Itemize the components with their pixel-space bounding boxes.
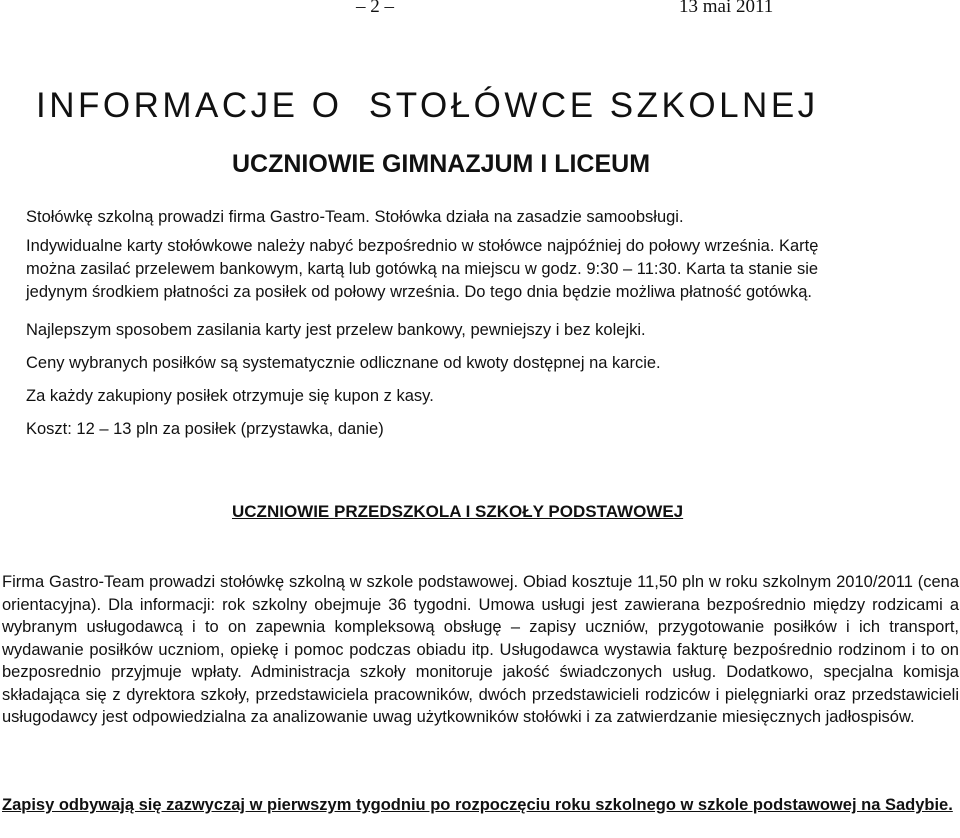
enrollment-note: Zapisy odbywają się zazwyczaj w pierwszym tygodniu po rozpoczęciu roku szkolnego w szkole podstawowej na Sadybie. (2, 796, 953, 814)
header-date: 13 mai 2011 (679, 0, 774, 17)
text-line: Koszt: 12 – 13 pln za posiłek (przystawka, danie) (26, 420, 384, 438)
text-line: jedynym środkiem płatności za posiłek od połowy września. Do tego dnia będzie możliwa płatność gotówką. (26, 283, 812, 301)
text-line: Indywidualne karty stołówkowe należy nabyć bezpośrednio w stołówce najpóźniej do połowy września. Kartę (26, 237, 819, 255)
text-line: można zasilać przelewem bankowym, kartą lub gotówką na miejscu w godz. 9:30 – 11:30. Karta ta stanie sie (26, 260, 819, 278)
section-podstawowa-paragraph: Firma Gastro-Team prowadzi stołówkę szkolną w szkole podstawowej. Obiad kosztuje 11,50 pln w roku szkolnym 2010/2011 (cena orientacyjna). Dla informacji: rok szkolny obejmuje 36 tygodni. Umowa usługi jest zawierana bezpośrednio między rodzicami a wybranym usługodawcą i to on zapewnia kompleksową obsługę – zapisy uczniów, przygotowanie posiłków i ich transport, wydawanie posiłków uczniom, opiekę i pomoc podczas obiadu itp. Usługodawca wystawia fakturę bezpośrednio rodzinom i to on bezposrednio przyjmuje wpłaty. Administracja szkoły monitoruje jakość świadczonych usług. Dodatkowo, specjalna komisja składająca się z dyrektora szkoły, przedstawiciela pracowników, dwóch przedstawicieli rodziców i pielęgniarki oraz przedstawicieli usługodawcy jest odpowiedzialna za analizowanie uwag użytkowników stołówki i za zatwierdzanie miesięcznych jadłospisów. (2, 573, 959, 726)
text-line: Za każdy zakupiony posiłek otrzymuje się kupon z kasy. (26, 387, 434, 405)
page-number: – 2 – (356, 0, 394, 17)
text-line: Ceny wybranych posiłków są systematycznie odlicznane od kwoty dostępnej na karcie. (26, 354, 661, 372)
section-heading-gimnazjum: UCZNIOWIE GIMNAZJUM I LICEUM (232, 150, 651, 178)
page-title: INFORMACJE O STOŁÓWCE SZKOLNEJ (36, 86, 819, 125)
section-heading-podstawowa: UCZNIOWIE PRZEDSZKOLA I SZKOŁY PODSTAWOWEJ (232, 502, 684, 521)
text-line: Stołówkę szkolną prowadzi firma Gastro-Team. Stołówka działa na zasadzie samoobsługi. (26, 208, 684, 226)
text-line: Najlepszym sposobem zasilania karty jest przelew bankowy, pewniejszy i bez kolejki. (26, 321, 646, 339)
